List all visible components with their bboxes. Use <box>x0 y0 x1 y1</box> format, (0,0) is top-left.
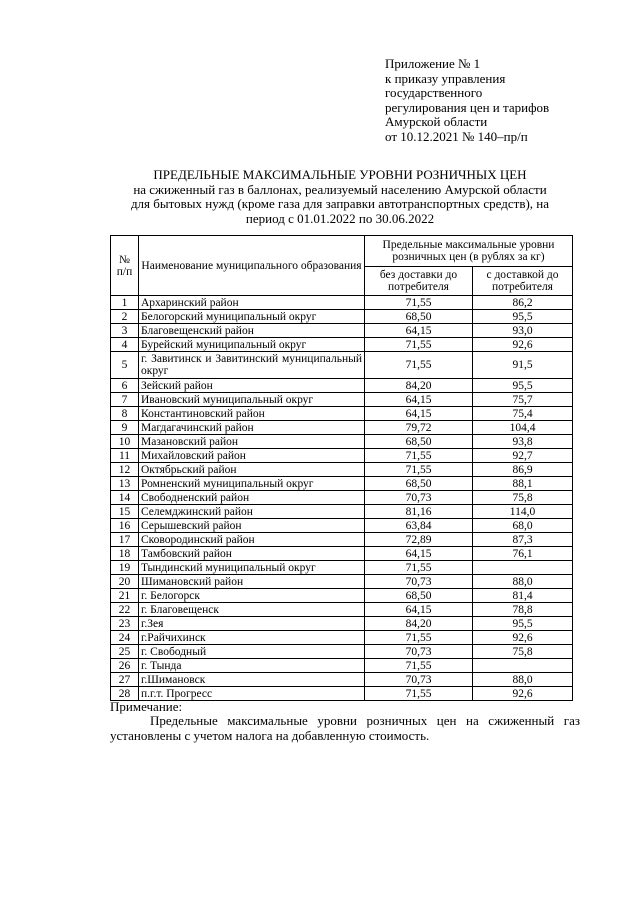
document-title <box>100 168 580 226</box>
table-row <box>111 575 573 589</box>
note-label: Примечание: <box>110 699 183 714</box>
row-number: 24 <box>111 631 139 645</box>
appendix-header <box>385 57 625 144</box>
row-number: 28 <box>111 687 139 701</box>
price-with-delivery: 81,4 <box>473 589 573 603</box>
price-without-delivery: 81,16 <box>365 505 473 519</box>
price-without-delivery: 70,73 <box>365 575 473 589</box>
price-without-delivery: 70,73 <box>365 645 473 659</box>
appendix-line: Приложение № 1 <box>385 56 481 71</box>
row-number: 6 <box>111 379 139 393</box>
municipality-name: Селемджинский район <box>139 505 365 519</box>
table-row <box>111 421 573 435</box>
table-body <box>111 296 573 701</box>
table-row <box>111 379 573 393</box>
row-number: 17 <box>111 533 139 547</box>
table-row <box>111 589 573 603</box>
table-row <box>111 659 573 673</box>
row-number: 16 <box>111 519 139 533</box>
price-without-delivery: 70,73 <box>365 491 473 505</box>
municipality-name: Благовещенский район <box>139 324 365 338</box>
municipality-name: г. Завитинск и Завитинский муниципальный округ <box>139 352 365 379</box>
note-text: Предельные максимальные уровни розничных цен на сжиженный газ установлены с учетом налога на добавленную стоимость. <box>110 713 580 743</box>
price-with-delivery: 93,0 <box>473 324 573 338</box>
price-with-delivery: 75,8 <box>473 491 573 505</box>
municipality-name: Ромненский муниципальный округ <box>139 477 365 491</box>
price-with-delivery: 92,6 <box>473 687 573 701</box>
header-without-delivery: без доставки до потребителя <box>365 267 473 296</box>
municipality-name: г. Благовещенск <box>139 603 365 617</box>
municipality-name: г. Белогорск <box>139 589 365 603</box>
price-with-delivery: 88,0 <box>473 673 573 687</box>
price-with-delivery: 75,4 <box>473 407 573 421</box>
price-without-delivery: 68,50 <box>365 477 473 491</box>
table-row <box>111 673 573 687</box>
row-number: 11 <box>111 449 139 463</box>
price-without-delivery: 72,89 <box>365 533 473 547</box>
table-row <box>111 393 573 407</box>
table-row <box>111 561 573 575</box>
municipality-name: г. Свободный <box>139 645 365 659</box>
municipality-name: Свободненский район <box>139 491 365 505</box>
municipality-name: Мазановский район <box>139 435 365 449</box>
header-num: № п/п <box>111 236 139 296</box>
price-without-delivery: 84,20 <box>365 617 473 631</box>
price-without-delivery: 68,50 <box>365 589 473 603</box>
municipality-name: г.Райчихинск <box>139 631 365 645</box>
table-row <box>111 324 573 338</box>
price-without-delivery: 71,55 <box>365 561 473 575</box>
table-row <box>111 491 573 505</box>
municipality-name: Тамбовский район <box>139 547 365 561</box>
appendix-line: к приказу управления <box>385 70 506 86</box>
price-with-delivery: 92,7 <box>473 449 573 463</box>
price-table <box>110 235 573 701</box>
price-without-delivery: 64,15 <box>365 603 473 617</box>
row-number: 19 <box>111 561 139 575</box>
price-with-delivery: 114,0 <box>473 505 573 519</box>
row-number: 10 <box>111 435 139 449</box>
municipality-name: Серышевский район <box>139 519 365 533</box>
price-with-delivery: 91,5 <box>473 352 573 379</box>
municipality-name: Белогорский муниципальный округ <box>139 310 365 324</box>
price-without-delivery: 84,20 <box>365 379 473 393</box>
row-number: 2 <box>111 310 139 324</box>
price-with-delivery: 95,5 <box>473 379 573 393</box>
row-number: 21 <box>111 589 139 603</box>
row-number: 22 <box>111 603 139 617</box>
municipality-name: Магдагачинский район <box>139 421 365 435</box>
table-row <box>111 296 573 310</box>
header-with-delivery: с доставкой до потребителя <box>473 267 573 296</box>
price-without-delivery: 79,72 <box>365 421 473 435</box>
price-without-delivery: 68,50 <box>365 435 473 449</box>
municipality-name: Тындинский муниципальный округ <box>139 561 365 575</box>
municipality-name: Михайловский район <box>139 449 365 463</box>
row-number: 15 <box>111 505 139 519</box>
row-number: 20 <box>111 575 139 589</box>
price-with-delivery: 68,0 <box>473 519 573 533</box>
table-row <box>111 617 573 631</box>
municipality-name: г. Тында <box>139 659 365 673</box>
table-row <box>111 449 573 463</box>
price-with-delivery: 88,0 <box>473 575 573 589</box>
row-number: 1 <box>111 296 139 310</box>
municipality-name: Зейский район <box>139 379 365 393</box>
table-row <box>111 477 573 491</box>
title-line: на сжиженный газ в баллонах, реализуемый населению Амурской области <box>133 181 547 197</box>
appendix-line: от 10.12.2021 № 140–пр/п <box>385 128 528 144</box>
title-line: период с 01.01.2022 по 30.06.2022 <box>245 210 435 226</box>
row-number: 8 <box>111 407 139 421</box>
table-row <box>111 310 573 324</box>
row-number: 4 <box>111 338 139 352</box>
row-number: 14 <box>111 491 139 505</box>
table-row <box>111 338 573 352</box>
municipality-name: г.Зея <box>139 617 365 631</box>
price-with-delivery <box>473 659 573 673</box>
table-row <box>111 603 573 617</box>
price-without-delivery: 64,15 <box>365 393 473 407</box>
appendix-line: Амурской области <box>385 114 488 129</box>
price-without-delivery: 71,55 <box>365 463 473 477</box>
table-row <box>111 463 573 477</box>
price-without-delivery: 71,55 <box>365 352 473 379</box>
row-number: 9 <box>111 421 139 435</box>
price-with-delivery: 86,9 <box>473 463 573 477</box>
table-row <box>111 533 573 547</box>
municipality-name: Константиновский район <box>139 407 365 421</box>
row-number: 26 <box>111 659 139 673</box>
price-without-delivery: 71,55 <box>365 687 473 701</box>
price-with-delivery: 76,1 <box>473 547 573 561</box>
municipality-name: Октябрьский район <box>139 463 365 477</box>
price-without-delivery: 70,73 <box>365 673 473 687</box>
table-row <box>111 435 573 449</box>
header-prices: Предельные максимальные уровни розничных цен (в рублях за кг) <box>365 236 573 267</box>
municipality-name: г.Шимановск <box>139 673 365 687</box>
price-without-delivery: 68,50 <box>365 310 473 324</box>
municipality-name: Архаринский район <box>139 296 365 310</box>
table-row <box>111 547 573 561</box>
price-with-delivery <box>473 561 573 575</box>
price-without-delivery: 71,55 <box>365 296 473 310</box>
price-with-delivery: 75,7 <box>473 393 573 407</box>
row-number: 7 <box>111 393 139 407</box>
table-row <box>111 407 573 421</box>
table-row <box>111 505 573 519</box>
price-with-delivery: 93,8 <box>473 435 573 449</box>
price-with-delivery: 75,8 <box>473 645 573 659</box>
price-with-delivery: 88,1 <box>473 477 573 491</box>
table-row <box>111 352 573 379</box>
price-with-delivery: 92,6 <box>473 338 573 352</box>
price-with-delivery: 87,3 <box>473 533 573 547</box>
price-without-delivery: 63,84 <box>365 519 473 533</box>
row-number: 12 <box>111 463 139 477</box>
price-with-delivery: 104,4 <box>473 421 573 435</box>
municipality-name: п.г.т. Прогресс <box>139 687 365 701</box>
price-with-delivery: 92,6 <box>473 631 573 645</box>
appendix-line: регулирования цен и тарифов <box>385 99 550 115</box>
price-without-delivery: 71,55 <box>365 631 473 645</box>
header-name: Наименование муниципального образования <box>139 236 365 296</box>
municipality-name: Шимановский район <box>139 575 365 589</box>
price-without-delivery: 71,55 <box>365 449 473 463</box>
table-row <box>111 631 573 645</box>
title-line: ПРЕДЕЛЬНЫЕ МАКСИМАЛЬНЫЕ УРОВНИ РОЗНИЧНЫХ ЦЕН <box>153 167 527 182</box>
row-number: 5 <box>111 352 139 379</box>
title-line: для бытовых нужд (кроме газа для заправки автотранспортных средств), на <box>130 196 550 211</box>
table-row <box>111 645 573 659</box>
row-number: 23 <box>111 617 139 631</box>
row-number: 13 <box>111 477 139 491</box>
price-with-delivery: 95,5 <box>473 617 573 631</box>
row-number: 3 <box>111 324 139 338</box>
municipality-name: Бурейский муниципальный округ <box>139 338 365 352</box>
appendix-line: государственного <box>385 85 483 100</box>
price-without-delivery: 64,15 <box>365 407 473 421</box>
price-with-delivery: 86,2 <box>473 296 573 310</box>
municipality-name: Сковородинский район <box>139 533 365 547</box>
row-number: 27 <box>111 673 139 687</box>
price-without-delivery: 64,15 <box>365 547 473 561</box>
row-number: 18 <box>111 547 139 561</box>
municipality-name: Ивановский муниципальный округ <box>139 393 365 407</box>
price-without-delivery: 64,15 <box>365 324 473 338</box>
row-number: 25 <box>111 645 139 659</box>
price-with-delivery: 78,8 <box>473 603 573 617</box>
price-with-delivery: 95,5 <box>473 310 573 324</box>
table-header-row <box>111 236 573 267</box>
price-without-delivery: 71,55 <box>365 659 473 673</box>
table-row <box>111 519 573 533</box>
price-without-delivery: 71,55 <box>365 338 473 352</box>
